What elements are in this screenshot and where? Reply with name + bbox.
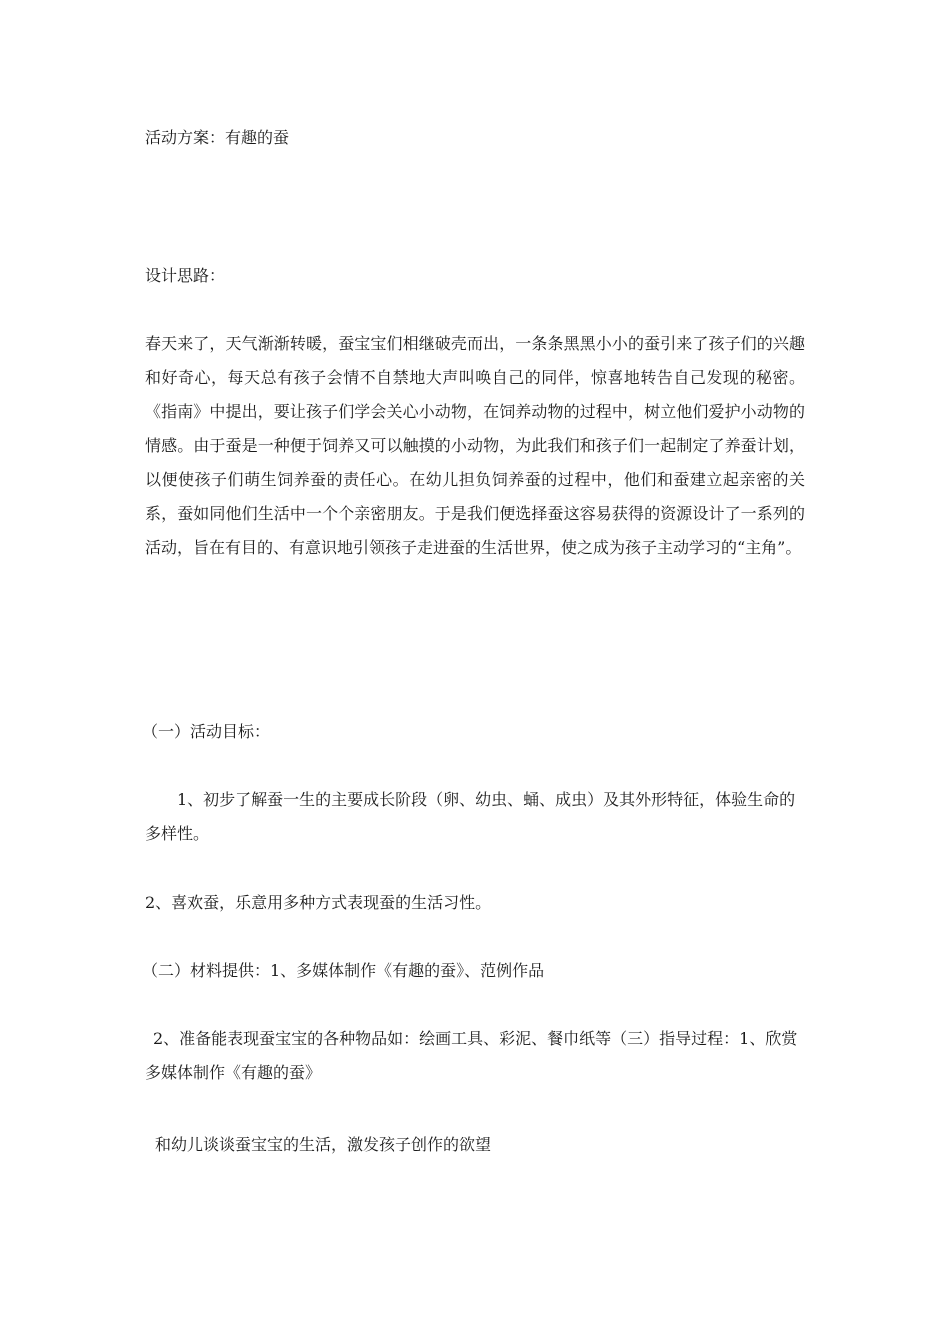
preparation-paragraph: 2、准备能表现蚕宝宝的各种物品如：绘画工具、彩泥、餐巾纸等（三）指导过程：1、欣赏多媒体制作《有趣的蚕》 bbox=[145, 1029, 798, 1082]
talk-line: 和幼儿谈谈蚕宝宝的生活，激发孩子创作的欲望 bbox=[155, 1135, 492, 1154]
design-heading: 设计思路： bbox=[145, 266, 226, 285]
goals-heading: （一）活动目标： bbox=[142, 722, 271, 741]
materials-line: （二）材料提供：1、多媒体制作《有趣的蚕》、范例作品 bbox=[142, 961, 545, 980]
design-body-paragraph: 春天来了，天气渐渐转暖，蚕宝宝们相继破壳而出，一条条黑黑小小的蚕引来了孩子们的兴趣和好奇心，每天总有孩子会情不自禁地大声叫唤自己的同伴，惊喜地转告自己发现的秘密。《指南》中提出，要让孩子们学会关心小动物，在饲养动物的过程中，树立他们爱护小动物的情感。由于蚕是一种便于饲养又可以触摸的小动物，为此我们和孩子们一起制定了养蚕计划，以便使孩子们萌生饲养蚕的责任心。在幼儿担负饲养蚕的过程中，他们和蚕建立起亲密的关系，蚕如同他们生活中一个个亲密朋友。于是我们便选择蚕这容易获得的资源设计了一系列的活动，旨在有目的、有意识地引领孩子走进蚕的生活世界，使之成为孩子主动学习的“主角”。 bbox=[145, 334, 805, 557]
goal-item-1: 1、初步了解蚕一生的主要成长阶段（卵、幼虫、蛹、成虫）及其外形特征，体验生命的多样性。 bbox=[145, 790, 796, 843]
document-title: 活动方案：有趣的蚕 bbox=[145, 128, 290, 147]
goal-item-2: 2、喜欢蚕，乐意用多种方式表现蚕的生活习性。 bbox=[145, 893, 492, 912]
